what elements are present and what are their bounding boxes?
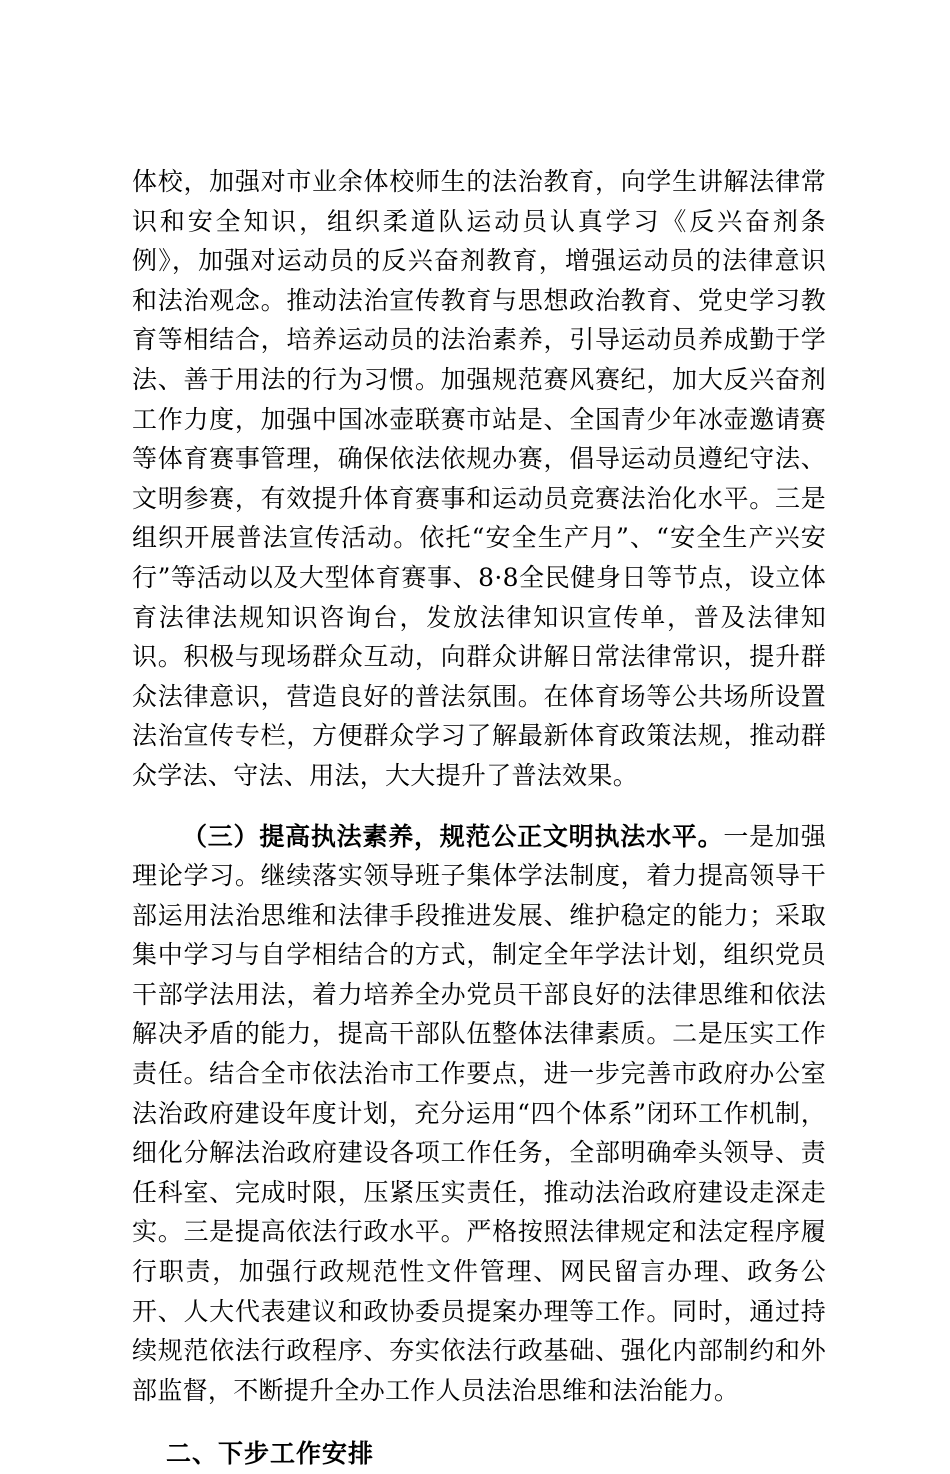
section-heading-next-steps: 二、下步工作安排 — [166, 1439, 375, 1469]
paragraph-sports-legal-education: 体校，加强对市业余体校师生的法治教育，向学生讲解法律常识和安全知识，组织柔道队运动员认真学习《反兴奋剂条例》，加强对运动员的反兴奋剂教育，增强运动员的法律意识和法治观念。推动法治宣传教育与思想政治教育、党史学习教育等相结合，培养运动员的法治素养，引导运动员养成勤于学法、善于用法的行为习惯。加强规范赛风赛纪，加大反兴奋剂工作力度，加强中国冰壶联赛市站是、全国青少年冰壶邀请赛等体育赛事管理，确保依法依规办赛，倡导运动员遵纪守法、文明参赛，有效提升体育赛事和运动员竞赛法治化水平。三是组织开展普法宣传活动。依托“安全生产月”、“安全生产兴安行”等活动以及大型体育赛事、8·8全民健身日等节点，设立体育法律法规知识咨询台，发放法律知识宣传单，普及法律知识。积极与现场群众互动，向群众讲解日常法律常识，提升群众法律意识，营造良好的普法氛围。在体育场等公共场所设置法治宣传专栏，方便群众学习了解最新体育政策法规，推动群众学法、守法、用法，大大提升了普法效果。 — [132, 167, 826, 790]
section-body-text: 一是加强理论学习。继续落实领导班子集体学法制度，着力提高领导干部运用法治思维和法律手段推进发展、维护稳定的能力；采取集中学习与自学相结合的方式，制定全年学法计划，组织党员干部学法用法，着力培养全办党员干部良好的法律思维和依法解决矛盾的能力，提高干部队伍整体法律素质。二是压实工作责任。结合全市依法治市工作要点，进一步完善市政府办公室法治政府建设年度计划，充分运用“四个体系”闭环工作机制，细化分解法治政府建设各项工作任务，全部明确牵头领导、责任科室、完成时限，压紧压实责任，推动法治政府建设走深走实。三是提高依法行政水平。严格按照法律规定和法定程序履行职责，加强行政规范性文件管理、网民留言办理、政务公开、人大代表建议和政协委员提案办理等工作。同时，通过持续规范依法行政程序、夯实依法行政基础、强化内部制约和外部监督，不断提升全办工作人员法治思维和法治能力。 — [132, 821, 826, 1405]
section-lead-heading: （三）提高执法素养，规范公正文明执法水平。 — [182, 821, 724, 851]
document-body — [132, 162, 826, 1474]
paragraph-law-enforcement — [132, 817, 826, 1411]
